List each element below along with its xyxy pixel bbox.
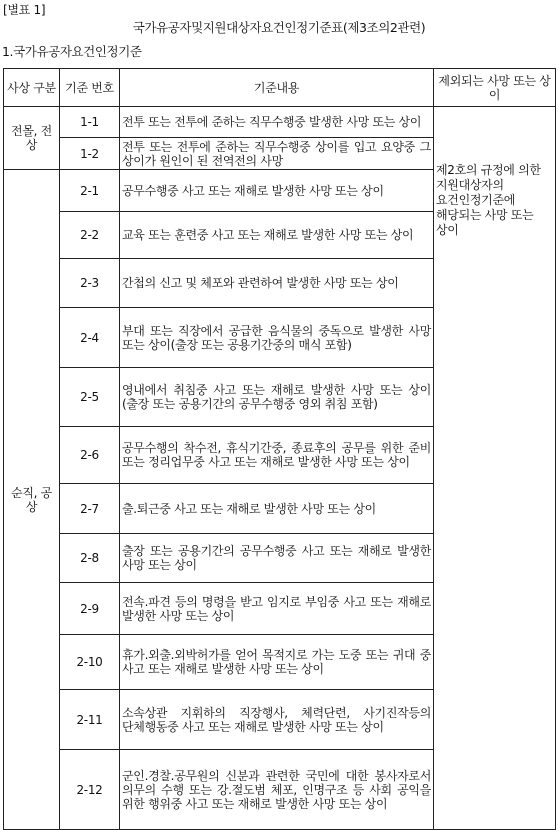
code-cell: 1-1: [60, 107, 120, 138]
content-cell: 간첩의 신고 및 체포와 관련하여 발생한 사망 또는 상이: [120, 259, 434, 308]
section-title: 1.국가유공자요건인정기준: [2, 44, 142, 59]
code-cell: 2-8: [60, 534, 120, 583]
exclusion-cell: 제2호의 규정에 의한 지원대상자의 요건인정기준에 해당되는 사망 또는 상이: [434, 107, 556, 830]
code-cell: 2-10: [60, 635, 120, 690]
content-cell: 공무수행중 사고 또는 재해로 발생한 사망 또는 상이: [120, 170, 434, 212]
document-title: 국가유공자및지원대상자요건인정기준표(제3조의2관련): [132, 20, 426, 35]
criteria-table: [3, 68, 556, 830]
header-code: 기준 번호: [60, 69, 120, 107]
type-cell-duty: 순직, 공상: [4, 170, 60, 830]
content-cell: 영내에서 취침중 사고 또는 재해로 발생한 사망 또는 상이(출장 또는 공용기간의 공무수행중 영외 취침 포함): [120, 368, 434, 427]
content-cell: 소속상관 지휘하의 직장행사, 체력단련, 사기진작등의 단체행동중 사고 또는 재해로 발생한 사망 또는 상이: [120, 690, 434, 750]
content-cell: 부대 또는 직장에서 공급한 음식물의 중독으로 발생한 사망 또는 상이(출장 또는 공용기간중의 매식 포함): [120, 308, 434, 368]
code-cell: 2-9: [60, 583, 120, 635]
header-exclusion: 제외되는 사망 또는 상이: [434, 69, 556, 107]
table-row: [4, 107, 556, 138]
content-cell: 휴가.외출.외박허가를 얻어 목적지로 가는 도중 또는 귀대 중 사고 또는 재해로 발생한 사망 또는 상이: [120, 635, 434, 690]
annex-label: [별표 1]: [3, 3, 46, 17]
content-cell: 군인.경찰.공무원의 신분과 관련한 국민에 대한 봉사자로서 의무의 수행 또는 강.절도범 체포, 인명구조 등 사회 공익을 위한 행위중 사고 또는 재해로 발생한 사망 또는 상이: [120, 750, 434, 830]
code-cell: 2-11: [60, 690, 120, 750]
content-cell: 공무수행의 착수전, 휴식기간중, 종료후의 공무를 위한 준비 또는 정리업무중 사고 또는 재해로 발생한 사망 또는 상이: [120, 427, 434, 484]
table-header-row: [4, 69, 556, 107]
type-cell-combat: 전몰, 전상: [4, 107, 60, 170]
header-content: 기준내용: [120, 69, 434, 107]
content-cell: 전투 또는 전투에 준하는 직무수행중 발생한 사망 또는 상이: [120, 107, 434, 138]
code-cell: 2-12: [60, 750, 120, 830]
code-cell: 2-2: [60, 212, 120, 259]
content-cell: 출장 또는 공용기간의 공무수행중 사고 또는 재해로 발생한 사망 또는 상이: [120, 534, 434, 583]
code-cell: 2-3: [60, 259, 120, 308]
code-cell: 2-4: [60, 308, 120, 368]
content-cell: 출.퇴근중 사고 또는 재해로 발생한 사망 또는 상이: [120, 484, 434, 534]
content-cell: 교육 또는 훈련중 사고 또는 재해로 발생한 사망 또는 상이: [120, 212, 434, 259]
content-cell: 전속.파견 등의 명령을 받고 임지로 부임중 사고 또는 재해로 발생한 사망 또는 상이: [120, 583, 434, 635]
header-type: 사상 구분: [4, 69, 60, 107]
code-cell: 2-6: [60, 427, 120, 484]
code-cell: 2-5: [60, 368, 120, 427]
code-cell: 2-7: [60, 484, 120, 534]
code-cell: 2-1: [60, 170, 120, 212]
content-cell: 전투 또는 전투에 준하는 직무수행중 상이를 입고 요양중 그 상이가 원인이 된 전역전의 사망: [120, 138, 434, 170]
code-cell: 1-2: [60, 138, 120, 170]
